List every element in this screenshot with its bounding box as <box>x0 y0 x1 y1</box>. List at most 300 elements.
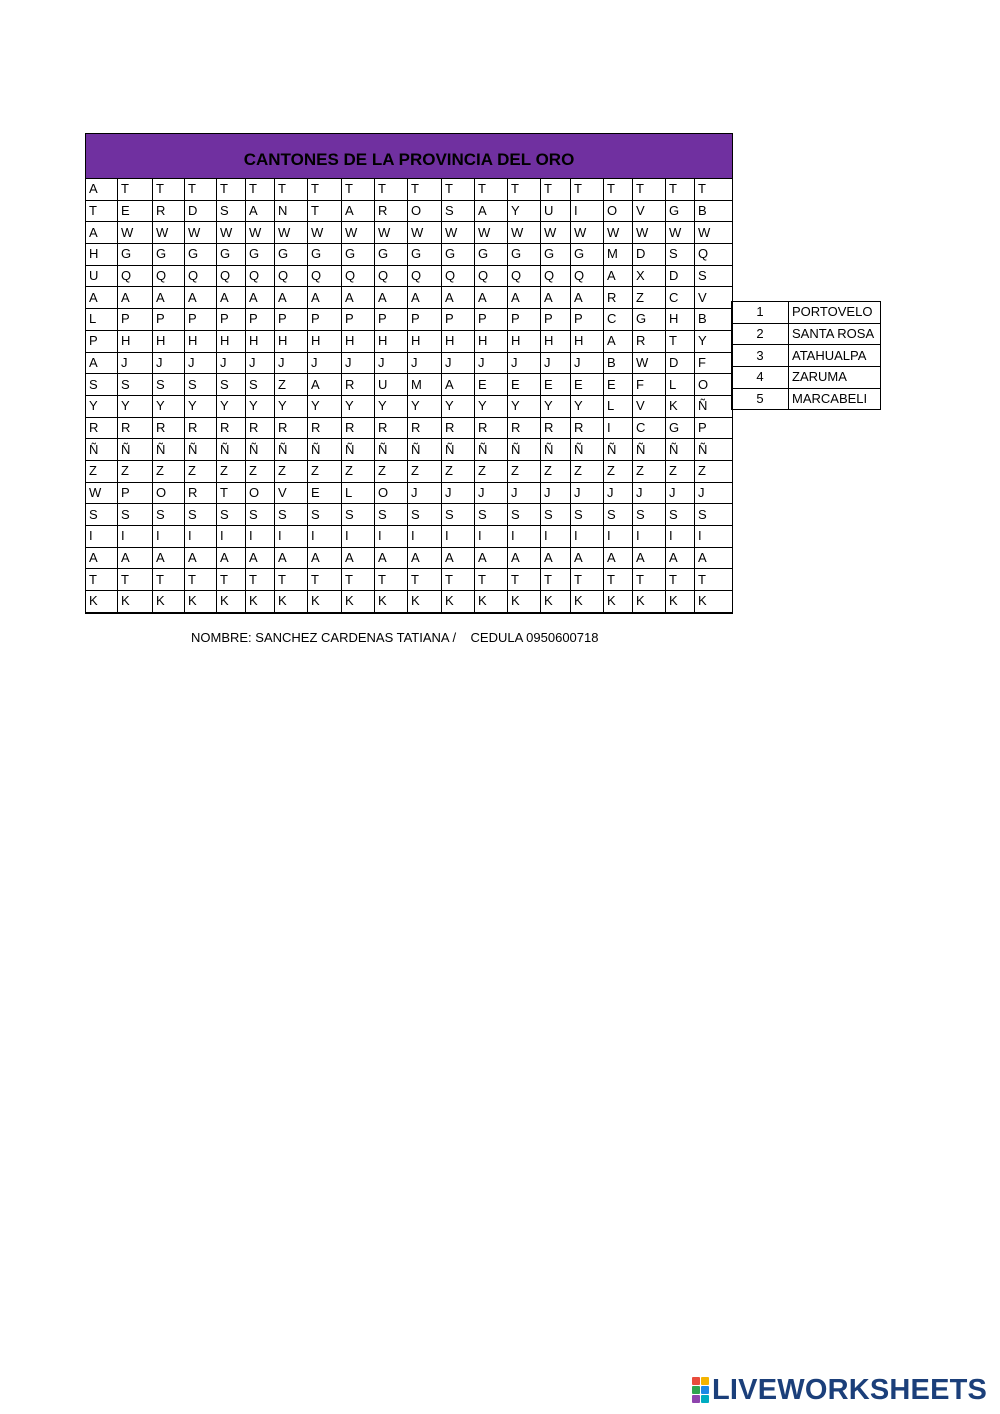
word-number: 3 <box>732 345 789 367</box>
grid-cell: E <box>604 374 633 396</box>
grid-cell: P <box>342 309 375 331</box>
grid-cell: W <box>475 222 508 244</box>
word-list-item <box>732 345 881 367</box>
grid-cell: T <box>342 569 375 591</box>
grid-cell: R <box>118 417 153 439</box>
word-number: 5 <box>732 388 789 410</box>
grid-cell: T <box>308 200 342 222</box>
grid-cell: P <box>571 309 604 331</box>
grid-cell: A <box>275 547 308 569</box>
grid-cell: V <box>695 287 733 309</box>
grid-cell: H <box>442 330 475 352</box>
grid-cell: T <box>442 569 475 591</box>
grid-cell: J <box>442 352 475 374</box>
grid-cell: K <box>408 591 442 613</box>
grid-cell: K <box>217 591 246 613</box>
grid-cell: W <box>508 222 541 244</box>
grid-cell: Y <box>475 395 508 417</box>
grid-cell: T <box>408 179 442 201</box>
grid-cell: R <box>508 417 541 439</box>
grid-cell: S <box>442 200 475 222</box>
grid-cell: P <box>185 309 217 331</box>
grid-cell: T <box>342 179 375 201</box>
grid-cell: I <box>571 200 604 222</box>
grid-cell: A <box>118 547 153 569</box>
grid-cell: P <box>695 417 733 439</box>
grid-cell: Ñ <box>375 439 408 461</box>
grid-cell: G <box>666 200 695 222</box>
grid-cell: T <box>275 569 308 591</box>
grid-cell: W <box>246 222 275 244</box>
grid-cell: T <box>118 569 153 591</box>
grid-cell: T <box>153 569 185 591</box>
grid-cell: Y <box>217 395 246 417</box>
grid-row <box>86 330 733 352</box>
grid-cell: A <box>185 547 217 569</box>
grid-cell: C <box>604 309 633 331</box>
grid-cell: I <box>508 526 541 548</box>
grid-cell: A <box>86 222 118 244</box>
grid-cell: W <box>408 222 442 244</box>
grid-cell: P <box>275 309 308 331</box>
grid-row <box>86 179 733 201</box>
grid-cell: X <box>633 265 666 287</box>
grid-cell: W <box>541 222 571 244</box>
grid-cell: I <box>666 526 695 548</box>
grid-cell: Z <box>375 460 408 482</box>
grid-row <box>86 504 733 526</box>
grid-cell: E <box>118 200 153 222</box>
grid-cell: A <box>442 374 475 396</box>
grid-cell: R <box>86 417 118 439</box>
grid-cell: T <box>185 569 217 591</box>
grid-cell: G <box>633 309 666 331</box>
grid-cell: Z <box>695 460 733 482</box>
grid-cell: R <box>442 417 475 439</box>
grid-cell: A <box>217 287 246 309</box>
grid-cell: T <box>475 569 508 591</box>
grid-cell: T <box>217 569 246 591</box>
grid-cell: Ñ <box>475 439 508 461</box>
word-list-item <box>732 388 881 410</box>
grid-cell: T <box>666 179 695 201</box>
grid-cell: U <box>541 200 571 222</box>
grid-cell: L <box>604 395 633 417</box>
grid-cell: T <box>408 569 442 591</box>
grid-cell: S <box>185 374 217 396</box>
grid-cell: W <box>185 222 217 244</box>
grid-cell: B <box>695 309 733 331</box>
grid-cell: O <box>604 200 633 222</box>
grid-cell: J <box>308 352 342 374</box>
grid-cell: Z <box>475 460 508 482</box>
grid-cell: T <box>246 179 275 201</box>
grid-cell: Z <box>246 460 275 482</box>
grid-cell: V <box>275 482 308 504</box>
grid-cell: J <box>508 482 541 504</box>
grid-cell: H <box>342 330 375 352</box>
word-list-item <box>732 323 881 345</box>
grid-row <box>86 439 733 461</box>
grid-cell: T <box>153 179 185 201</box>
grid-cell: R <box>604 287 633 309</box>
grid-cell: H <box>153 330 185 352</box>
grid-cell: Ñ <box>508 439 541 461</box>
grid-cell: Q <box>375 265 408 287</box>
grid-cell: Z <box>342 460 375 482</box>
grid-cell: I <box>153 526 185 548</box>
grid-cell: J <box>541 482 571 504</box>
grid-cell: G <box>442 244 475 266</box>
grid-cell: S <box>246 504 275 526</box>
grid-cell: I <box>308 526 342 548</box>
grid-cell: A <box>342 287 375 309</box>
word-label: MARCABELI <box>789 388 881 410</box>
grid-cell: Ñ <box>604 439 633 461</box>
word-label: SANTA ROSA <box>789 323 881 345</box>
liveworksheets-brand <box>692 1375 987 1405</box>
grid-cell: A <box>246 287 275 309</box>
grid-cell: B <box>604 352 633 374</box>
grid-cell: Q <box>275 265 308 287</box>
grid-cell: S <box>217 504 246 526</box>
grid-cell: K <box>604 591 633 613</box>
word-list-item <box>732 367 881 389</box>
grid-cell: H <box>86 244 118 266</box>
grid-cell: S <box>375 504 408 526</box>
grid-cell: T <box>375 179 408 201</box>
grid-cell: T <box>217 482 246 504</box>
grid-cell: A <box>571 287 604 309</box>
grid-cell: Y <box>695 330 733 352</box>
grid-cell: T <box>604 569 633 591</box>
grid-cell: R <box>342 374 375 396</box>
grid-cell: S <box>86 504 118 526</box>
grid-cell: R <box>375 417 408 439</box>
grid-cell: P <box>442 309 475 331</box>
grid-cell: C <box>666 287 695 309</box>
grid-cell: G <box>185 244 217 266</box>
grid-cell: T <box>86 569 118 591</box>
grid-cell: Y <box>408 395 442 417</box>
grid-cell: E <box>541 374 571 396</box>
grid-cell: T <box>571 179 604 201</box>
grid-cell: A <box>375 547 408 569</box>
grid-cell: I <box>275 526 308 548</box>
grid-cell: I <box>541 526 571 548</box>
grid-cell: J <box>508 352 541 374</box>
grid-cell: Ñ <box>541 439 571 461</box>
grid-cell: T <box>541 569 571 591</box>
grid-cell: P <box>508 309 541 331</box>
grid-cell: A <box>475 547 508 569</box>
grid-cell: J <box>375 352 408 374</box>
grid-cell: I <box>217 526 246 548</box>
grid-cell: Ñ <box>246 439 275 461</box>
grid-cell: A <box>508 547 541 569</box>
grid-cell: A <box>442 287 475 309</box>
grid-cell: H <box>571 330 604 352</box>
grid-cell: J <box>604 482 633 504</box>
grid-cell: S <box>408 504 442 526</box>
grid-cell: Z <box>185 460 217 482</box>
grid-cell: W <box>695 222 733 244</box>
grid-cell: J <box>217 352 246 374</box>
grid-cell: R <box>246 417 275 439</box>
grid-cell: Ñ <box>86 439 118 461</box>
grid-cell: I <box>475 526 508 548</box>
grid-cell: P <box>86 330 118 352</box>
grid-cell: C <box>633 417 666 439</box>
grid-cell: Ñ <box>695 439 733 461</box>
grid-cell: Y <box>86 395 118 417</box>
grid-cell: W <box>86 482 118 504</box>
grid-cell: I <box>375 526 408 548</box>
grid-cell: A <box>408 287 442 309</box>
grid-cell: T <box>633 569 666 591</box>
grid-cell: G <box>153 244 185 266</box>
grid-cell: R <box>275 417 308 439</box>
grid-cell: T <box>695 569 733 591</box>
grid-cell: J <box>571 352 604 374</box>
grid-cell: W <box>571 222 604 244</box>
grid-cell: A <box>375 287 408 309</box>
grid-cell: H <box>666 309 695 331</box>
grid-cell: I <box>185 526 217 548</box>
grid-cell: J <box>408 352 442 374</box>
grid-cell: K <box>375 591 408 613</box>
grid-cell: Q <box>153 265 185 287</box>
grid-row <box>86 244 733 266</box>
grid-cell: K <box>86 591 118 613</box>
grid-cell: J <box>153 352 185 374</box>
grid-cell: A <box>308 374 342 396</box>
grid-row <box>86 287 733 309</box>
grid-cell: Y <box>541 395 571 417</box>
word-number: 1 <box>732 302 789 324</box>
grid-cell: Q <box>308 265 342 287</box>
grid-cell: M <box>604 244 633 266</box>
grid-cell: Z <box>633 287 666 309</box>
grid-cell: J <box>475 352 508 374</box>
grid-cell: J <box>633 482 666 504</box>
grid-cell: Z <box>118 460 153 482</box>
grid-row <box>86 309 733 331</box>
grid-cell: K <box>633 591 666 613</box>
grid-cell: R <box>571 417 604 439</box>
word-list <box>731 301 881 410</box>
grid-cell: R <box>217 417 246 439</box>
grid-cell: I <box>246 526 275 548</box>
grid-cell: Q <box>571 265 604 287</box>
grid-cell: S <box>217 200 246 222</box>
grid-cell: J <box>541 352 571 374</box>
grid-row <box>86 547 733 569</box>
grid-cell: Y <box>508 395 541 417</box>
grid-cell: T <box>508 179 541 201</box>
grid-cell: O <box>408 200 442 222</box>
grid-cell: T <box>695 179 733 201</box>
grid-cell: Q <box>217 265 246 287</box>
word-number: 4 <box>732 367 789 389</box>
grid-cell: Q <box>508 265 541 287</box>
grid-cell: T <box>308 179 342 201</box>
grid-row <box>86 417 733 439</box>
grid-cell: L <box>666 374 695 396</box>
grid-row <box>86 482 733 504</box>
grid-cell: Ñ <box>118 439 153 461</box>
grid-cell: G <box>475 244 508 266</box>
grid-cell: E <box>308 482 342 504</box>
grid-row <box>86 352 733 374</box>
grid-cell: T <box>246 569 275 591</box>
grid-cell: T <box>666 569 695 591</box>
grid-cell: Z <box>633 460 666 482</box>
grid-cell: Q <box>475 265 508 287</box>
grid-row <box>86 526 733 548</box>
grid-cell: H <box>308 330 342 352</box>
grid-cell: T <box>217 179 246 201</box>
grid-cell: G <box>118 244 153 266</box>
grid-cell: I <box>342 526 375 548</box>
grid-cell: M <box>408 374 442 396</box>
grid-cell: A <box>695 547 733 569</box>
grid-cell: P <box>408 309 442 331</box>
grid-cell: Y <box>118 395 153 417</box>
word-number: 2 <box>732 323 789 345</box>
grid-cell: K <box>666 395 695 417</box>
grid-cell: P <box>246 309 275 331</box>
grid-cell: Y <box>153 395 185 417</box>
grid-cell: A <box>475 200 508 222</box>
grid-cell: Ñ <box>185 439 217 461</box>
grid-cell: Ñ <box>408 439 442 461</box>
grid-cell: I <box>604 526 633 548</box>
word-search-grid <box>85 133 733 614</box>
grid-cell: E <box>571 374 604 396</box>
grid-row <box>86 591 733 613</box>
grid-cell: W <box>604 222 633 244</box>
grid-cell: R <box>153 200 185 222</box>
grid-cell: T <box>666 330 695 352</box>
grid-cell: A <box>308 287 342 309</box>
grid-cell: U <box>375 374 408 396</box>
grid-cell: S <box>666 244 695 266</box>
grid-cell: S <box>508 504 541 526</box>
grid-cell: H <box>475 330 508 352</box>
grid-cell: A <box>571 547 604 569</box>
grid-cell: P <box>118 309 153 331</box>
grid-cell: J <box>185 352 217 374</box>
grid-cell: G <box>508 244 541 266</box>
grid-cell: K <box>153 591 185 613</box>
grid-cell: A <box>185 287 217 309</box>
grid-cell: A <box>153 547 185 569</box>
grid-cell: A <box>475 287 508 309</box>
grid-cell: Z <box>217 460 246 482</box>
grid-cell: I <box>633 526 666 548</box>
grid-cell: T <box>442 179 475 201</box>
grid-cell: T <box>475 179 508 201</box>
grid-cell: E <box>508 374 541 396</box>
grid-cell: Y <box>185 395 217 417</box>
grid-cell: R <box>375 200 408 222</box>
grid-cell: Z <box>308 460 342 482</box>
grid-cell: Z <box>442 460 475 482</box>
grid-cell: W <box>633 222 666 244</box>
grid-cell: J <box>342 352 375 374</box>
brand-text: LIVEWORKSHEETS <box>712 1373 988 1406</box>
grid-cell: H <box>275 330 308 352</box>
grid-cell: T <box>86 200 118 222</box>
grid-cell: H <box>217 330 246 352</box>
grid-cell: J <box>475 482 508 504</box>
grid-cell: R <box>475 417 508 439</box>
grid-cell: Z <box>571 460 604 482</box>
grid-cell: T <box>118 179 153 201</box>
grid-cell: Z <box>275 460 308 482</box>
grid-cell: R <box>342 417 375 439</box>
grid-cell: Y <box>342 395 375 417</box>
grid-cell: G <box>408 244 442 266</box>
grid-cell: I <box>86 526 118 548</box>
grid-cell: A <box>408 547 442 569</box>
grid-cell: J <box>118 352 153 374</box>
grid-cell: S <box>541 504 571 526</box>
grid-cell: Ñ <box>217 439 246 461</box>
grid-cell: Y <box>571 395 604 417</box>
grid-cell: P <box>375 309 408 331</box>
grid-cell: A <box>86 179 118 201</box>
grid-cell: J <box>408 482 442 504</box>
grid-cell: S <box>118 374 153 396</box>
grid-cell: T <box>604 179 633 201</box>
grid-cell: P <box>308 309 342 331</box>
grid-cell: T <box>508 569 541 591</box>
student-name-line: NOMBRE: SANCHEZ CARDENAS TATIANA / CEDULA 0950600718 <box>191 630 599 645</box>
grid-cell: K <box>475 591 508 613</box>
grid-cell: R <box>633 330 666 352</box>
grid-cell: K <box>695 591 733 613</box>
grid-cell: L <box>86 309 118 331</box>
grid-cell: B <box>695 200 733 222</box>
grid-cell: G <box>275 244 308 266</box>
grid-cell: T <box>275 179 308 201</box>
grid-cell: R <box>185 417 217 439</box>
grid-cell: S <box>571 504 604 526</box>
grid-cell: Q <box>118 265 153 287</box>
grid-cell: Ñ <box>666 439 695 461</box>
grid-cell: W <box>118 222 153 244</box>
grid-cell: A <box>275 287 308 309</box>
grid-cell: A <box>541 287 571 309</box>
grid-cell: E <box>475 374 508 396</box>
grid-cell: A <box>308 547 342 569</box>
grid-cell: W <box>308 222 342 244</box>
grid-cell: A <box>604 547 633 569</box>
grid-cell: S <box>118 504 153 526</box>
grid-cell: N <box>275 200 308 222</box>
grid-cell: H <box>185 330 217 352</box>
grid-cell: Ñ <box>442 439 475 461</box>
grid-cell: W <box>217 222 246 244</box>
grid-cell: W <box>275 222 308 244</box>
grid-cell: O <box>695 374 733 396</box>
grid-cell: K <box>342 591 375 613</box>
grid-cell: W <box>153 222 185 244</box>
grid-cell: G <box>342 244 375 266</box>
grid-cell: K <box>185 591 217 613</box>
